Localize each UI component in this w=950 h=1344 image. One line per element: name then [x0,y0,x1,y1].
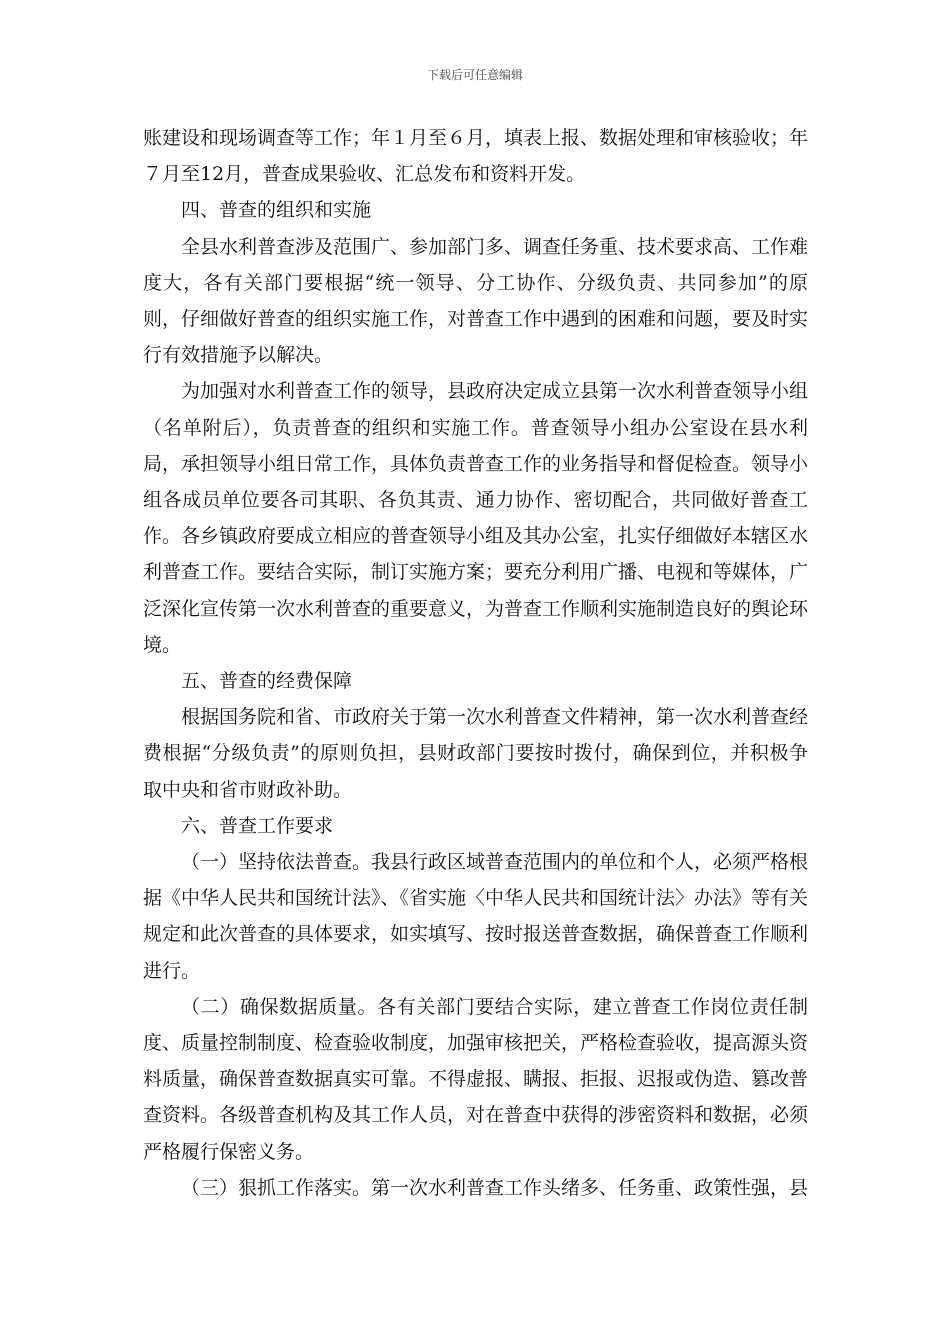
paragraph: 全县水利普查涉及范围广、参加部门多、调查任务重、技术要求高、工作难度大，各有关部门要根据“统一领导、分工协作、分级负责、共同参加”的原则，仔细做好普查的组织实施工作，对普查工作中遇到的困难和问题，要及时实行有效措施予以解决。 [143,235,809,367]
paragraph: （三）狠抓工作落实。第一次水利普查工作头绪多、任务重、政策性强，县 [181,1176,809,1199]
paragraph: 账建设和现场调查等工作；年１月至６月，填表上报、数据处理和审核验收；年７月至12月，普查成果验收、汇总发布和资料开发。 [143,127,809,186]
section-heading: 四、普查的组织和实施 [181,199,372,222]
section-heading: 五、普查的经费保障 [181,670,353,693]
paragraph: （二）确保数据质量。各有关部门要结合实际，建立普查工作岗位责任制度、质量控制制度、检查验收制度，加强审核把关，严格检查验收，提高源头资料质量，确保普查数据真实可靠。不得虚报、瞒报、拒报、迟报或伪造、篡改普查资料。各级普查机构及其工作人员，对在普查中获得的涉密资料和数据，必须严格履行保密义务。 [143,995,809,1163]
paragraph: 根据国务院和省、市政府关于第一次水利普查文件精神，第一次水利普查经费根据“分级负责”的原则负担，县财政部门要按时拨付，确保到位，并积极争取中央和省市财政补助。 [143,706,809,801]
paragraph: （一）坚持依法普查。我县行政区域普查范围内的单位和个人，必须严格根据《中华人民共和国统计法》、《省实施〈中华人民共和国统计法〉办法》等有关规定和此次普查的具体要求，如实填写、按时报送普查数据，确保普查工作顺利进行。 [143,851,809,982]
section-heading: 六、普查工作要求 [181,814,334,837]
paragraph: 为加强对水利普查工作的领导，县政府决定成立县第一次水利普查领导小组（名单附后），负责普查的组织和实施工作。普查领导小组办公室设在县水利局，承担领导小组日常工作，具体负责普查工作的业务指导和督促检查。领导小组各成员单位要各司其职、各负其责、通力协作、密切配合，共同做好普查工作。各乡镇政府要成立相应的普查领导小组及其办公室，扎实仔细做好本辖区水利普查工作。要结合实际，制订实施方案；要充分利用广播、电视和等媒体，广泛深化宣传第一次水利普查的重要意义，为普查工作顺利实施制造良好的舆论环境。 [143,380,809,656]
document-body [143,120,808,1206]
page-header-note: 下载后可任意编辑 [426,68,523,82]
